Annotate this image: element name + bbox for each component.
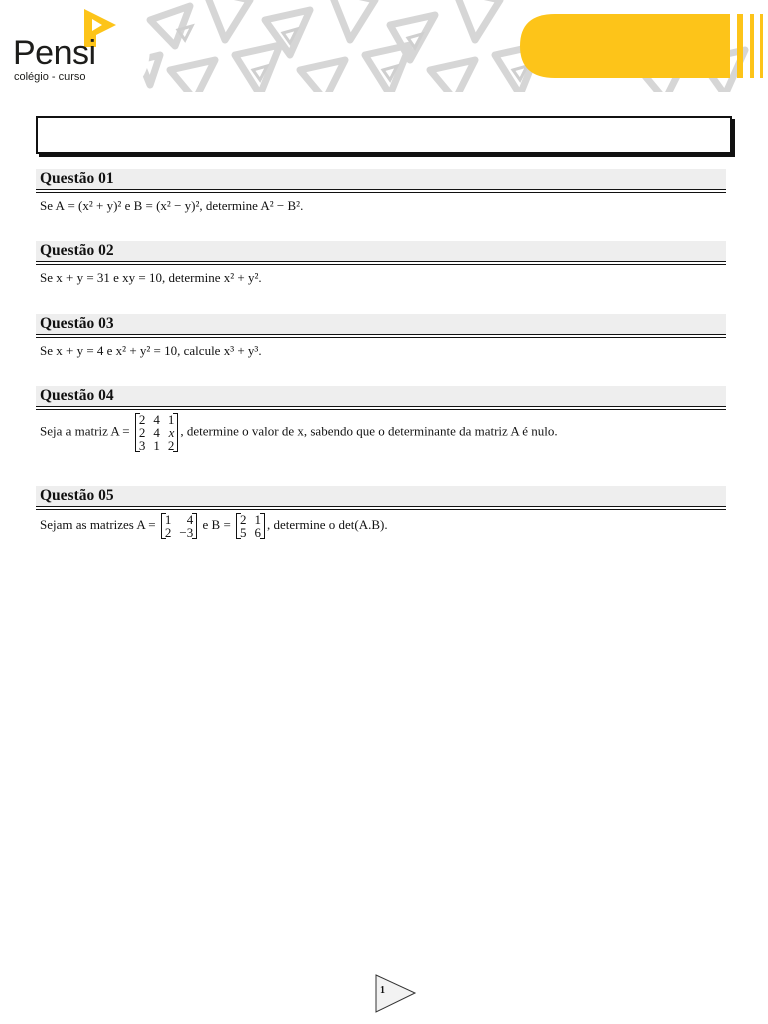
title-box [36, 116, 732, 154]
question-title: Questão 01 [40, 170, 114, 187]
question-text: Se A = (x² + y)² e B = (x² − y)², determine A² − B². [40, 198, 304, 213]
matrix-cell: 2 [138, 425, 146, 440]
question-title: Questão 03 [40, 315, 114, 332]
question-header [36, 169, 726, 190]
question-middle: e B = [202, 516, 231, 532]
question-03 [36, 314, 726, 359]
matrix-cell: x [168, 425, 175, 440]
matrix-cell: 5 [240, 525, 247, 540]
matrix-b [236, 513, 265, 539]
logo [0, 0, 150, 92]
logo-tagline: colégio - curso [14, 71, 86, 83]
matrix-cell: 1 [153, 438, 160, 453]
question-header [36, 314, 726, 335]
question-text [36, 413, 726, 452]
matrix-cell: 1 [164, 512, 172, 527]
question-title: Questão 04 [40, 387, 114, 404]
page-header [0, 0, 768, 92]
question-01 [36, 169, 726, 214]
question-prefix: Seja a matriz A = [40, 423, 130, 439]
page-number: 1 [380, 985, 385, 996]
matrix-cell: 4 [153, 412, 160, 427]
matrix-cell: 2 [164, 525, 172, 540]
question-header [36, 386, 726, 407]
question-04 [36, 386, 726, 452]
matrix-cell: −3 [179, 525, 194, 540]
matrix-cell: 2 [138, 412, 146, 427]
question-text: Se x + y = 31 e xy = 10, determine x² + y². [40, 270, 262, 285]
matrix-cell: 4 [186, 512, 194, 527]
matrix-cell: 2 [240, 512, 247, 527]
matrix-cell: 1 [167, 412, 175, 427]
question-02 [36, 241, 726, 286]
question-text: Se x + y = 4 e x² + y² = 10, calcule x³ + y³. [40, 343, 262, 358]
matrix-a [161, 513, 197, 539]
question-suffix: , determine o valor de x, sabendo que o determinante da matriz A é nulo. [180, 423, 558, 439]
question-header [36, 486, 726, 507]
matrix-a [135, 413, 179, 452]
question-title: Questão 02 [40, 242, 114, 259]
question-05 [36, 486, 726, 539]
logo-wordmark: Pensi [13, 34, 96, 72]
matrix-cell: 4 [153, 425, 160, 440]
question-suffix: , determine o det(A.B). [267, 516, 388, 532]
question-prefix: Sejam as matrizes A = [40, 516, 156, 532]
matrix-cell: 6 [254, 525, 262, 540]
question-header [36, 241, 726, 262]
matrix-cell: 2 [167, 438, 175, 453]
question-title: Questão 05 [40, 487, 114, 504]
question-text [36, 513, 726, 539]
matrix-cell: 1 [254, 512, 262, 527]
matrix-cell: 3 [138, 438, 146, 453]
